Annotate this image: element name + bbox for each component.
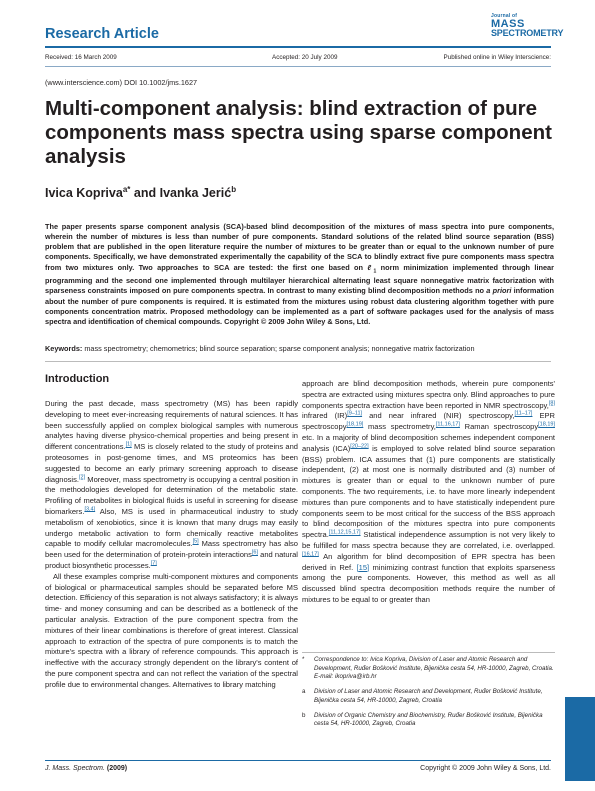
- paragraph-text: mass spectrometry,: [363, 422, 436, 432]
- paragraph-text: Moreover, mass spectrometry is occupying a central position in the methodologies developed for determination of the metabolic state. Profiling of metabolites in biological fluids is useful in screening for disease biomarkers.: [45, 474, 298, 516]
- footnote-affiliation-a: [302, 688, 555, 705]
- paragraph: [45, 399, 298, 572]
- footnote-text: Division of Laser and Atomic Research and Development, Ruđer Bošković Institute, Bijenička cesta 54, HR-10000, Zagreb, Croatia: [314, 688, 543, 704]
- keywords-rule: [45, 361, 551, 362]
- paragraph-text: EPR spectroscopy: [302, 411, 555, 432]
- footnote-text: Division of Organic Chemistry and Biochemistry, Ruđer Bošković Institute, Bijenička cesta 54, HR-10000, Zagreb, Croatia: [314, 711, 543, 728]
- logo-mass-text: MASS: [491, 18, 525, 30]
- paragraph-text: is employed to solve related blind source separation (BSS) problem. ICA assumes that (1) pure components are statistically independent, (2) at most one is normally distributed and (3) number of mixtures is greater than or equal to the unknown number of pure components. The two requirements, i.e. to have more linearly independent mixtures than pure components and to have statistically independent pure components seem to be most critical for the success of the BSS approach to blind decomposition of the mixtures spectra into pure components spectra.: [302, 443, 555, 540]
- paragraph-text: MS is closely related to the study of proteins and proteosomes in post-genome times, and MS proteomics has been suggested to become an early primary screening approach to disease diagnosis.: [45, 442, 298, 484]
- citation-link[interactable]: [1]: [125, 441, 132, 448]
- left-column: [45, 372, 298, 691]
- footnote-correspondence: [302, 656, 555, 682]
- footer-copyright: Copyright © 2009 John Wiley & Sons, Ltd.: [420, 765, 551, 772]
- paragraph-text: approach are blind decomposition methods, wherein pure components' spectra are extracted using mixtures spectra only. Blind approaches to pure components spectra extraction have been reported in NMR spectroscopy,: [302, 379, 555, 410]
- citation-link[interactable]: [18,19]: [538, 421, 555, 428]
- paragraph-text: Raman spectroscopy: [459, 422, 539, 432]
- footnote-mark: b: [302, 711, 306, 719]
- author-conjunction: and: [133, 186, 157, 201]
- dates-rule: [45, 66, 551, 67]
- footnote-text: Correspondence to: Ivica Kopriva, Division of Laser and Atomic Research and Development, Ruđer Bošković Institute, Bijenička cesta 54, HR-10000, Zagreb, Croatia. E-mail: ikopriva@irb.hr: [314, 656, 554, 681]
- paragraph-text: minimizing contrast function that exploits sparseness among the pure components. However, this method as well as all discussed blind spectra decomposition methods require the number of mixtures to be equal to or greater than: [302, 562, 555, 604]
- citation-link[interactable]: [8]: [548, 400, 555, 407]
- article-title: Multi-component analysis: blind extraction of pure components mass spectra using sparse component analysis: [45, 97, 552, 168]
- accepted-date: Accepted: 20 July 2009: [272, 54, 338, 61]
- section-heading-introduction: Introduction: [45, 373, 110, 385]
- doi-line[interactable]: (www.interscience.com) DOI 10.1002/jms.1627: [45, 78, 198, 87]
- citation-link[interactable]: [11–17]: [514, 410, 533, 417]
- citation-link[interactable]: [11,12,15,17]: [328, 529, 361, 536]
- citation-link[interactable]: [7]: [150, 560, 157, 567]
- citation-link[interactable]: [16,17]: [302, 551, 319, 558]
- footer-year: (2009): [106, 765, 128, 772]
- paragraph-text: Statistical independence assumption is not very likely to be fulfilled for mass spectra because they are correlated, i.e. overlapped.: [302, 530, 555, 550]
- paragraph-text: and near infrared (NIR) spectroscopy,: [362, 411, 515, 421]
- author-affiliation-mark: b: [231, 185, 237, 194]
- footnotes: [302, 656, 555, 735]
- paragraph-text: and natural product biosynthetic processes.: [45, 550, 298, 570]
- abstract-math-subscript: 1: [373, 268, 377, 275]
- right-column: [302, 379, 555, 606]
- paragraph: All these examples comprise multi-component mixtures and components of biological or pharmaceutical samples should be separated before MS detection. Efficiency of this separation is not always satisfactory; it is always time- and money consuming and can be described as a bottleneck of the particular analysis. Extraction of the pure component spectra from the mixtures of their linear combinations is therefore of great interest. Classical approach to extraction of the spectra of pure components is to match the mixture's spectra with a library of reference compounds. This approach is ineffective with the accuracy strongly dependent on the library's content of the pure component spectra and can not reflect the variation of the spectral profile due to environmental changes. Alternatives to library matching: [45, 571, 298, 689]
- footer-rule: [45, 760, 551, 761]
- footer-journal: J. Mass. Spectrom.: [45, 765, 105, 772]
- author-name[interactable]: Ivanka Jerić: [159, 186, 232, 201]
- abstract-math: ℓ: [367, 262, 374, 272]
- logo-spectrometry-text: SPECTROMETRY: [491, 28, 564, 38]
- paragraph-text: Also, MS is used in pharmaceutical industry to study metabolism of xenobiotics, since it is known that many drugs may easily undergo metabolic activation to form chemically reactive metabolites capable to modify cellular macromolecules.: [45, 506, 298, 549]
- citation-link[interactable]: [5]: [192, 538, 199, 545]
- citation-link[interactable]: [9–11]: [347, 410, 363, 417]
- footer-journal-citation: [45, 765, 127, 772]
- paragraph-text: During the past decade, mass spectrometry (MS) has been rapidly developing to meet ever-increasing requirements of natural sciences. It has been successfully applied on complex biological samples with numerous analytes having diverse physico-chemical properties and being present in different concentrations.: [45, 399, 298, 452]
- abstract-emphasis: a priori: [486, 286, 512, 296]
- author-affiliation-mark: a*: [122, 185, 131, 194]
- paragraph-text: etc. In a majority of blind decomposition schemes independent component analysis (ICA): [302, 432, 555, 453]
- page-edge-tab: [565, 697, 595, 781]
- footnote-rule: [302, 652, 555, 653]
- abstract-text: The paper presents sparse component analysis (SCA)-based blind decomposition of the mixtures of mass spectra into pure components, wherein the number of mixtures is less than number of pure components. Standard solutions of the related blind source separation (BSS) problem that are published in the open literature require the number of mixtures to be greater than or equal to the unknown number of pure components. Specifically, we have demonstrated experimentally the capability of the SCA to blindly extract five pure components mass spectra from two mixtures only. Two approaches to SCA are tested: the first one based on: [45, 222, 554, 272]
- abstract: [45, 222, 554, 327]
- keywords: [45, 344, 554, 353]
- keywords-label: Keywords:: [45, 344, 83, 353]
- section-heading: Research Article: [45, 26, 159, 42]
- header-rule: [45, 46, 551, 48]
- paragraph-text: Mass spectrometry has also been used for the determination of protein-protein interactions: [45, 539, 298, 560]
- citation-link[interactable]: [2]: [78, 474, 86, 481]
- footnote-affiliation-b: [302, 712, 555, 729]
- logo-journal-text: Journal of: [491, 13, 518, 19]
- author-name[interactable]: Ivica Kopriva: [45, 186, 123, 201]
- citation-link[interactable]: [15]: [356, 562, 370, 572]
- citation-link[interactable]: [18,19]: [346, 421, 364, 428]
- journal-logo: [491, 13, 564, 43]
- citation-link[interactable]: [11,16,17]: [435, 421, 460, 428]
- published-date: Published online in Wiley Interscience:: [443, 54, 551, 61]
- paragraph-text: An algorithm for blind decomposition of EPR spectra has been derived in Ref.: [302, 551, 555, 572]
- citation-link[interactable]: [3,4]: [84, 506, 96, 513]
- received-date: Received: 16 March 2009: [45, 54, 117, 61]
- keywords-text: mass spectrometry; chemometrics; blind source separation; sparse component analysis; nonnegative matrix factorization: [84, 344, 475, 353]
- author-list: [45, 185, 236, 200]
- abstract-text: norm minimization implemented through linear programming and the second one implemented through multilayer hierarchical alternating least square nonnegative matrix factorization with sparseness constraints imposed on pure components spectra. In contrast to many existing blind decomposition methods no: [45, 262, 554, 296]
- paragraph-text: infrared (IR): [302, 411, 348, 421]
- citation-link[interactable]: [20–22]: [350, 443, 369, 450]
- footnote-mark: a: [302, 688, 306, 696]
- footnote-mark: *: [302, 656, 305, 663]
- paragraph: [302, 379, 555, 606]
- citation-link[interactable]: [6]: [251, 549, 258, 556]
- abstract-text: information about the number of pure components is required. It is estimated from the mixtures using robust data clustering algorithm together with pure components concentration matrix. Proposed methodology can be implemented as a part of software packages used for the analysis of mass spectra and identification of chemical compounds. Copyright © 2009 John Wiley & Sons, Ltd.: [45, 286, 554, 326]
